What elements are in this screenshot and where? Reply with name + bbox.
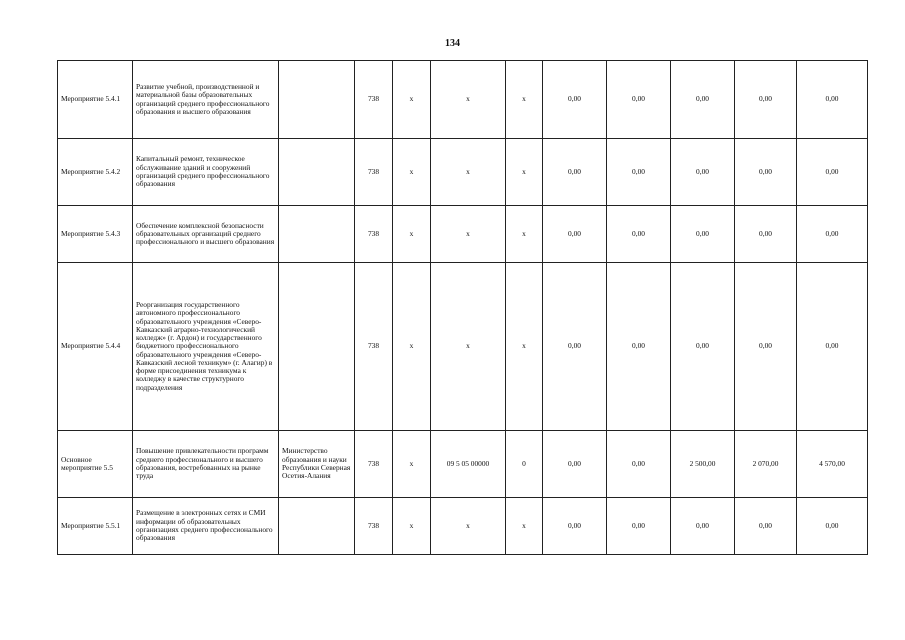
row-amount: 0,00 [607,431,671,498]
row-grbs: 738 [355,431,393,498]
row-executor [279,206,355,263]
row-code: Мероприятие 5.4.4 [58,263,133,431]
row-amount: 2 500,00 [671,431,735,498]
row-rzpr: x [393,61,431,139]
row-rzpr: x [393,498,431,555]
row-amount: 0,00 [671,61,735,139]
table-row [58,139,868,206]
row-amount: 0,00 [797,61,868,139]
row-amount: 0,00 [607,498,671,555]
row-amount: 0,00 [543,498,607,555]
row-csr: x [431,139,506,206]
row-rzpr: x [393,206,431,263]
row-vr: x [506,139,543,206]
row-name: Капитальный ремонт, техническое обслуживание зданий и сооружений организаций среднего профессионального образования [133,139,279,206]
row-amount: 0,00 [671,206,735,263]
row-grbs: 738 [355,139,393,206]
row-code: Мероприятие 5.4.1 [58,61,133,139]
row-rzpr: x [393,263,431,431]
row-amount: 0,00 [543,431,607,498]
row-grbs: 738 [355,206,393,263]
row-amount: 0,00 [735,498,797,555]
row-amount: 0,00 [607,61,671,139]
row-vr: x [506,263,543,431]
row-amount: 0,00 [797,263,868,431]
table-row [58,498,868,555]
budget-table [57,60,868,555]
table-row [58,61,868,139]
row-code: Мероприятие 5.4.2 [58,139,133,206]
row-amount: 0,00 [543,206,607,263]
row-grbs: 738 [355,263,393,431]
row-executor [279,263,355,431]
row-code: Основное мероприятие 5.5 [58,431,133,498]
row-executor [279,139,355,206]
row-amount: 0,00 [797,139,868,206]
row-csr: 09 5 05 00000 [431,431,506,498]
row-amount: 0,00 [607,263,671,431]
row-vr: 0 [506,431,543,498]
row-code: Мероприятие 5.4.3 [58,206,133,263]
row-executor: Министерство образования и науки Республики Северная Осетия-Алания [279,431,355,498]
row-csr: x [431,206,506,263]
row-amount: 0,00 [543,61,607,139]
row-amount: 0,00 [543,139,607,206]
row-amount: 0,00 [735,139,797,206]
row-amount: 0,00 [797,498,868,555]
row-name: Развитие учебной, производственной и материальной базы образовательных организаций среднего профессионального образования и высшего образования [133,61,279,139]
row-csr: x [431,498,506,555]
row-rzpr: x [393,431,431,498]
page-number: 134 [445,38,460,49]
row-amount: 2 070,00 [735,431,797,498]
row-code: Мероприятие 5.5.1 [58,498,133,555]
row-vr: x [506,61,543,139]
table-row [58,206,868,263]
row-name: Реорганизация государственного автономного профессионального образовательного учреждения «Северо-Кавказский аграрно-технологический колледж» (г. Ардон) и государственного бюджетного профессионального образовательного учреждения «Северо-Кавказский лесной техникум» (г. Алагир) в форме присоединения техникума к колледжу в качестве структурного подразделения [133,263,279,431]
row-amount: 0,00 [671,139,735,206]
row-rzpr: x [393,139,431,206]
row-amount: 0,00 [797,206,868,263]
row-amount: 0,00 [735,206,797,263]
row-amount: 0,00 [543,263,607,431]
row-name: Размещение в электронных сетях и СМИ информации об образовательных организациях среднего профессионального образования [133,498,279,555]
row-amount: 0,00 [671,498,735,555]
row-csr: x [431,61,506,139]
row-amount: 0,00 [735,61,797,139]
row-amount: 0,00 [735,263,797,431]
row-amount: 0,00 [607,139,671,206]
row-csr: x [431,263,506,431]
row-grbs: 738 [355,61,393,139]
row-amount: 4 570,00 [797,431,868,498]
row-name: Повышение привлекательности программ среднего профессионального и высшего образования, востребованных на рынке труда [133,431,279,498]
row-name: Обеспечение комплексной безопасности образовательных организаций среднего профессионального и высшего образования [133,206,279,263]
row-vr: x [506,206,543,263]
table-row [58,431,868,498]
row-vr: x [506,498,543,555]
table-row [58,263,868,431]
row-executor [279,498,355,555]
row-amount: 0,00 [607,206,671,263]
row-amount: 0,00 [671,263,735,431]
row-executor [279,61,355,139]
row-grbs: 738 [355,498,393,555]
